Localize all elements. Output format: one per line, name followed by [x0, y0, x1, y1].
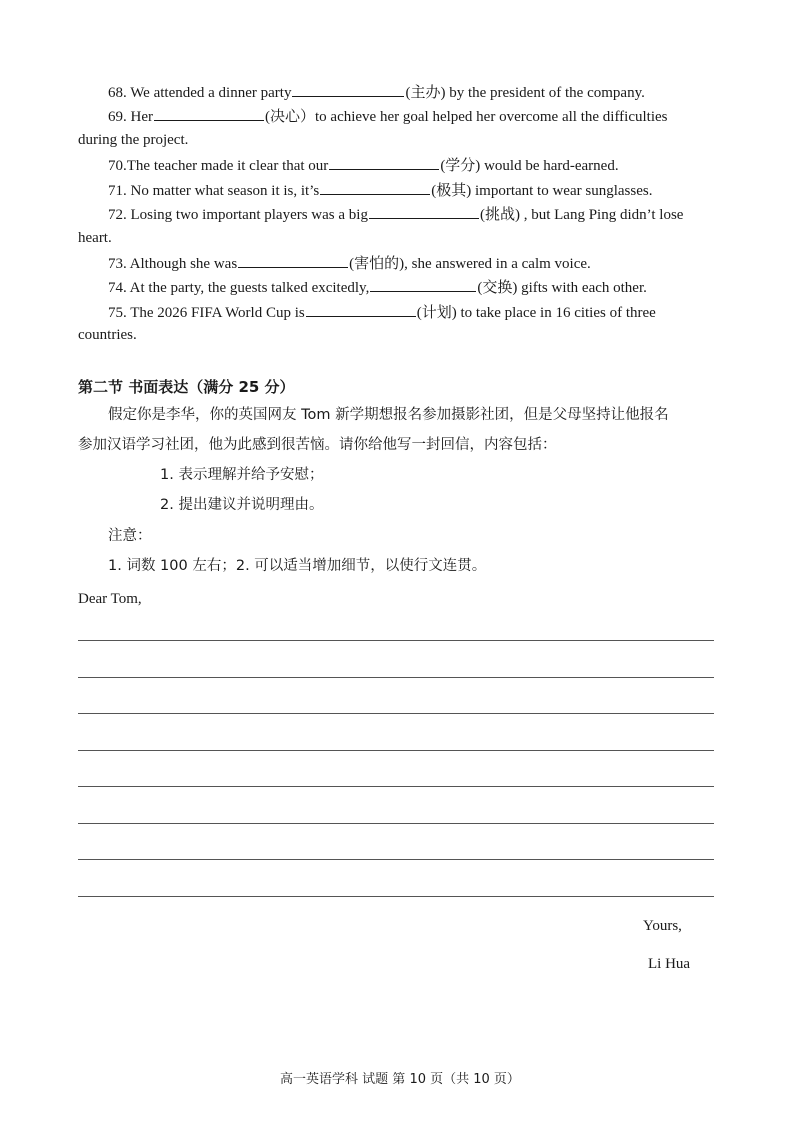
question-72: [108, 204, 683, 224]
question-hint: (极其): [431, 183, 472, 199]
letter-signature: Li Hua: [648, 956, 691, 972]
question-68: [108, 82, 645, 102]
page-footer: 高一英语学科 试题 第 10 页（共 10 页）: [280, 1072, 520, 1087]
question-69-continued: [78, 131, 188, 149]
question-text: , she answered in a calm voice.: [404, 256, 591, 272]
writing-line[interactable]: [78, 859, 714, 860]
question-70: [108, 155, 619, 175]
question-text: 74. At the party, the guests talked excitedly,: [108, 280, 370, 296]
question-75-continued: [78, 326, 137, 344]
question-text: by the president of the company.: [445, 85, 645, 101]
prompt-item-2: 2. 提出建议并说明理由。: [160, 497, 324, 513]
letter-greeting: Dear Tom,: [78, 591, 142, 607]
question-hint: (挑战): [479, 207, 520, 223]
writing-line[interactable]: [78, 896, 714, 897]
prompt-line-2: 参加汉语学习社团，他为此感到很苦恼。请你给他写一封回信，内容包括：: [78, 437, 557, 453]
question-69: [108, 106, 668, 126]
question-text: to achieve her goal helped her overcome all the difficulties: [315, 109, 668, 125]
writing-line[interactable]: [78, 823, 714, 824]
question-text: 68. We attended a dinner party: [108, 85, 292, 101]
writing-line[interactable]: [78, 640, 714, 641]
question-72-continued: [78, 229, 112, 247]
question-text: countries.: [78, 327, 137, 343]
answer-blank[interactable]: [154, 106, 264, 121]
answer-blank[interactable]: [238, 253, 348, 268]
question-text: would be hard-earned.: [480, 158, 619, 174]
writing-line[interactable]: [78, 713, 714, 714]
question-text: 69. Her: [108, 109, 153, 125]
answer-blank[interactable]: [292, 82, 404, 97]
question-text: 70.The teacher made it clear that our: [108, 158, 329, 174]
answer-blank[interactable]: [320, 180, 430, 195]
question-text: gifts with each other.: [517, 280, 647, 296]
question-text: , but Lang Ping didn’t lose: [519, 207, 684, 223]
question-hint: (计划): [416, 305, 457, 321]
question-75: [108, 302, 656, 322]
letter-closing: Yours,: [643, 918, 682, 934]
question-74: [108, 277, 647, 297]
question-text: important to wear sunglasses.: [471, 183, 653, 199]
question-73: [108, 253, 591, 273]
question-hint: (交换): [477, 280, 518, 296]
question-hint: (害怕的): [349, 256, 405, 272]
question-text: 73. Although she was: [108, 256, 238, 272]
question-hint: (决心）: [265, 109, 315, 125]
question-text: during the project.: [78, 132, 189, 148]
question-hint: (主办): [405, 85, 446, 101]
question-text: 75. The 2026 FIFA World Cup is: [108, 305, 305, 321]
writing-line[interactable]: [78, 750, 714, 751]
note-label: 注意：: [108, 528, 152, 544]
question-text: heart.: [78, 230, 112, 246]
question-71: [108, 180, 652, 200]
note-text: 1. 词数 100 左右；2. 可以适当增加细节，以使行文连贯。: [108, 558, 487, 574]
question-hint: (学分): [440, 158, 481, 174]
answer-blank[interactable]: [370, 277, 476, 292]
answer-blank[interactable]: [369, 204, 479, 219]
question-text: 71. No matter what season it is, it’s: [108, 183, 320, 199]
prompt-line-1: 假定你是李华，你的英国网友 Tom 新学期想报名参加摄影社团，但是父母坚持让他报名: [108, 407, 669, 423]
question-text: 72. Losing two important players was a big: [108, 207, 368, 223]
question-text: to take place in 16 cities of three: [456, 305, 656, 321]
answer-blank[interactable]: [306, 302, 416, 317]
section-title: 第二节 书面表达（满分 25 分）: [78, 378, 295, 396]
prompt-item-1: 1. 表示理解并给予安慰；: [160, 467, 324, 483]
answer-blank[interactable]: [329, 155, 439, 170]
writing-line[interactable]: [78, 677, 714, 678]
writing-line[interactable]: [78, 786, 714, 787]
